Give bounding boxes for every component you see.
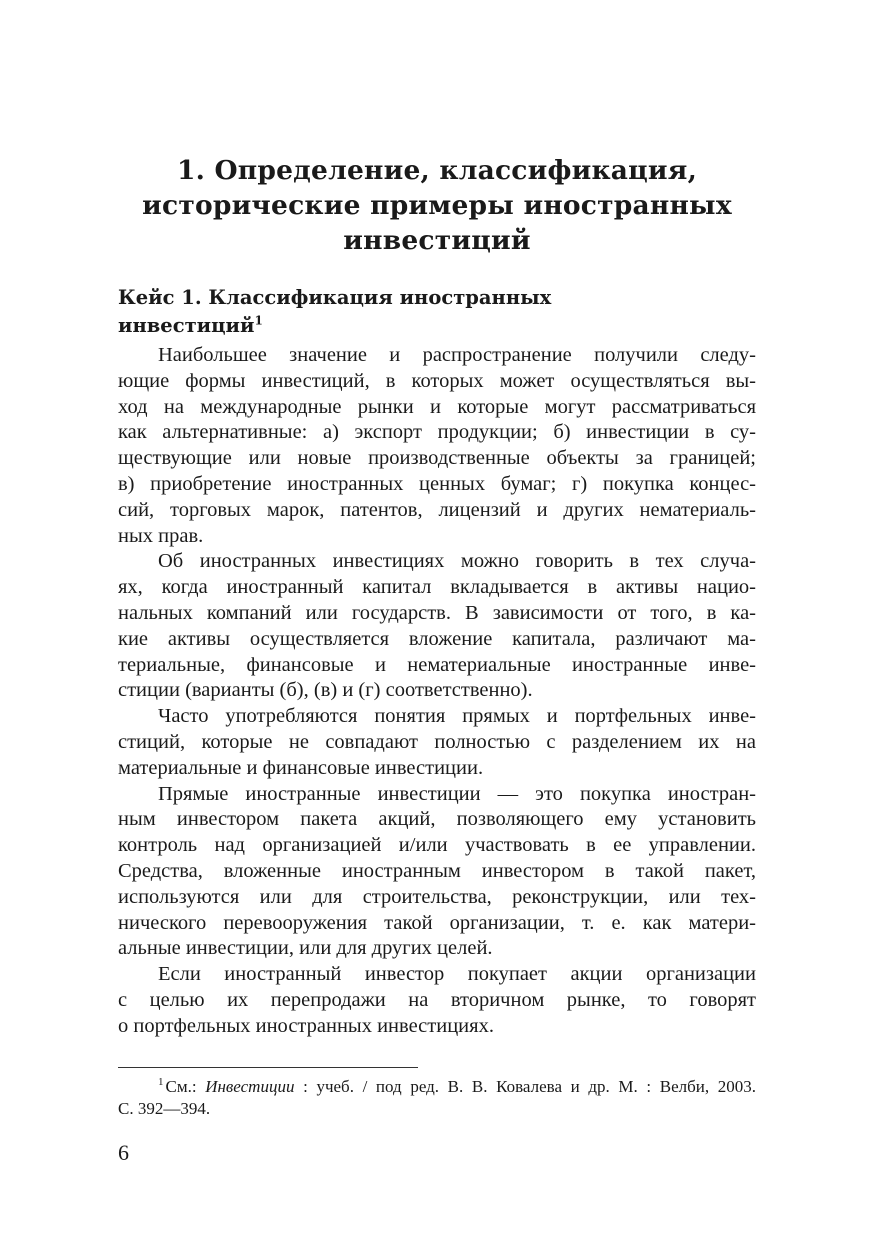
footnote-mark: 1 — [158, 1076, 164, 1089]
chapter-title-line: инвестиций — [343, 225, 531, 256]
paragraph-line: стиций, которые не совпадают полностью с разделением их на — [118, 730, 756, 753]
paragraph-line: ющие формы инвестиций, в которых может осуществляться вы- — [118, 369, 756, 392]
paragraph-line: контроль над организацией и/или участвовать в ее управлении. — [118, 834, 756, 857]
paragraph-line: нического перевооружения такой организации, т. е. как матери- — [118, 911, 756, 934]
footnote-line — [118, 1076, 756, 1098]
paragraph-line: ным инвестором пакета акций, позволяющего ему установить — [118, 808, 756, 831]
paragraph-line: альные инвестиции, или для других целей. — [118, 937, 493, 960]
paragraph-line: ход на международные рынки и которые могут рассматриваться — [118, 395, 756, 418]
paragraph-line: Об иностранных инвестициях можно говорить в тех случа- — [158, 550, 756, 573]
paragraph-line: сий, торговых марок, патентов, лицензий и других нематериаль- — [118, 498, 756, 521]
paragraph-line: Средства, вложенные иностранным инвестором в такой пакет, — [118, 859, 756, 882]
case-title-line-2 — [118, 312, 758, 340]
case-title-line: Кейс 1. Классификация иностранных — [118, 286, 552, 309]
paragraph-line: о портфельных иностранных инвестициях. — [118, 1014, 494, 1037]
paragraph-line: как альтернативные: а) экспорт продукции; б) инвестиции в су- — [118, 421, 756, 444]
paragraph-line: Наибольшее значение и распространение получили следу- — [158, 344, 756, 366]
paragraph-line: с целью их перепродажи на вторичном рынке, то говорят — [118, 988, 756, 1011]
chapter-title-line: 1. Определение, классификация, — [176, 155, 697, 186]
paragraph-line: териальные, финансовые и нематериальные иностранные инве- — [118, 653, 756, 676]
case-title-text: инвестиций — [118, 314, 255, 337]
paragraph-line: Прямые иностранные инвестиции — это покупка иностран- — [158, 782, 756, 805]
footnote-line: С. 392—394. — [118, 1099, 211, 1118]
page-number: 6 — [118, 1140, 129, 1165]
paragraph-line: ществующие или новые производственные объекты за границей; — [118, 447, 756, 470]
paragraph-line: Часто употребляются понятия прямых и портфельных инве- — [158, 705, 756, 728]
paragraph-line: в) приобретение иностранных ценных бумаг; г) покупка концес- — [118, 472, 756, 495]
paragraph-line: Если иностранный инвестор покупает акции организации — [158, 963, 756, 986]
paragraph-line: материальные и финансовые инвестиции. — [118, 756, 484, 779]
footnote-book-title: Инвестиции — [205, 1077, 295, 1096]
footnote-prefix: См.: — [165, 1077, 206, 1096]
case-title — [118, 284, 758, 340]
footnote-divider — [118, 1067, 418, 1068]
chapter-title — [0, 153, 874, 258]
footnote-citation: : учеб. / под ред. В. В. Ковалева и др. М. : Велби, 2003. — [294, 1077, 756, 1096]
footnote-reference: 1 — [254, 313, 263, 328]
chapter-title-line: исторические примеры иностранных — [142, 190, 732, 221]
paragraph-line: стиции (варианты (б), (в) и (г) соответственно). — [118, 679, 533, 702]
body-text — [118, 343, 756, 1040]
paragraph-line: ных прав. — [118, 524, 204, 547]
footnote — [118, 1076, 756, 1120]
paragraph-line: ях, когда иностранный капитал вкладывается в активы нацио- — [118, 576, 756, 599]
paragraph-line: используются или для строительства, реконструкции, или тех- — [118, 885, 756, 908]
paragraph-line: нальных компаний или государств. В зависимости от того, в ка- — [118, 601, 756, 624]
paragraph-line: кие активы осуществляется вложение капитала, различают ма- — [118, 627, 756, 650]
